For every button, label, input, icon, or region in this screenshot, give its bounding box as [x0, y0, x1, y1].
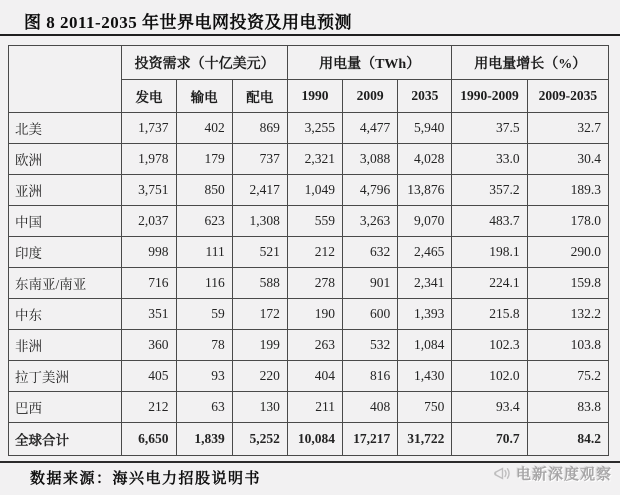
value-cell: 816: [343, 361, 398, 392]
group-header-growth: 用电量增长（%）: [452, 46, 609, 80]
forecast-table: [8, 45, 609, 456]
watermark-label: 电新深度观察: [515, 467, 612, 483]
value-cell: 211: [287, 392, 342, 423]
region-cell: 印度: [9, 237, 122, 268]
region-cell: 亚洲: [9, 175, 122, 206]
table-header-group-row: [9, 46, 609, 80]
value-cell: 278: [287, 268, 342, 299]
value-cell: 84.2: [527, 423, 608, 456]
value-cell: 30.4: [527, 144, 608, 175]
value-cell: 716: [122, 268, 176, 299]
value-cell: 1,978: [122, 144, 176, 175]
value-cell: 3,255: [287, 113, 342, 144]
value-cell: 405: [122, 361, 176, 392]
col-header-transmission: 输电: [176, 80, 232, 113]
value-cell: 2,321: [287, 144, 342, 175]
table-row-total: [9, 423, 609, 456]
value-cell: 263: [287, 330, 342, 361]
value-cell: 632: [343, 237, 398, 268]
value-cell: 750: [398, 392, 452, 423]
value-cell: 178.0: [527, 206, 608, 237]
value-cell: 998: [122, 237, 176, 268]
col-header-2035: 2035: [398, 80, 452, 113]
value-cell: 9,070: [398, 206, 452, 237]
value-cell: 159.8: [527, 268, 608, 299]
region-cell: 拉丁美洲: [9, 361, 122, 392]
value-cell: 6,650: [122, 423, 176, 456]
col-header-2009: 2009: [343, 80, 398, 113]
value-cell: 130: [232, 392, 287, 423]
value-cell: 290.0: [527, 237, 608, 268]
figure-title: 图 8 2011-2035 年世界电网投资及用电预测: [24, 13, 352, 32]
value-cell: 111: [176, 237, 232, 268]
value-cell: 215.8: [452, 299, 527, 330]
value-cell: 5,940: [398, 113, 452, 144]
value-cell: 32.7: [527, 113, 608, 144]
corner-cell: [9, 46, 122, 113]
value-cell: 212: [122, 392, 176, 423]
value-cell: 4,028: [398, 144, 452, 175]
table-row: [9, 299, 609, 330]
group-header-consumption: 用电量（TWh）: [287, 46, 452, 80]
table-row: [9, 206, 609, 237]
value-cell: 2,341: [398, 268, 452, 299]
value-cell: 31,722: [398, 423, 452, 456]
value-cell: 1,839: [176, 423, 232, 456]
value-cell: 408: [343, 392, 398, 423]
value-cell: 351: [122, 299, 176, 330]
col-header-1990: 1990: [287, 80, 342, 113]
value-cell: 172: [232, 299, 287, 330]
region-cell: 东南亚/南亚: [9, 268, 122, 299]
value-cell: 179: [176, 144, 232, 175]
data-source-note: 数据来源：海兴电力招股说明书: [30, 471, 262, 487]
region-cell: 中国: [9, 206, 122, 237]
value-cell: 357.2: [452, 175, 527, 206]
value-cell: 17,217: [343, 423, 398, 456]
value-cell: 360: [122, 330, 176, 361]
table-row: [9, 113, 609, 144]
table-row: [9, 330, 609, 361]
value-cell: 850: [176, 175, 232, 206]
col-header-1990-2009: 1990-2009: [452, 80, 527, 113]
value-cell: 404: [287, 361, 342, 392]
col-header-distribution: 配电: [232, 80, 287, 113]
col-header-generation: 发电: [122, 80, 176, 113]
value-cell: 1,084: [398, 330, 452, 361]
value-cell: 190: [287, 299, 342, 330]
region-cell: 巴西: [9, 392, 122, 423]
value-cell: 402: [176, 113, 232, 144]
megaphone-icon: [492, 465, 512, 483]
value-cell: 75.2: [527, 361, 608, 392]
value-cell: 102.3: [452, 330, 527, 361]
table-body: [9, 113, 609, 456]
value-cell: 2,037: [122, 206, 176, 237]
table-row: [9, 144, 609, 175]
value-cell: 10,084: [287, 423, 342, 456]
value-cell: 2,465: [398, 237, 452, 268]
value-cell: 901: [343, 268, 398, 299]
title-divider: [0, 34, 620, 36]
value-cell: 521: [232, 237, 287, 268]
value-cell: 532: [343, 330, 398, 361]
value-cell: 13,876: [398, 175, 452, 206]
region-cell: 北美: [9, 113, 122, 144]
value-cell: 59: [176, 299, 232, 330]
value-cell: 70.7: [452, 423, 527, 456]
value-cell: 1,737: [122, 113, 176, 144]
table-row: [9, 361, 609, 392]
table-row: [9, 392, 609, 423]
region-cell: 非洲: [9, 330, 122, 361]
table-row: [9, 268, 609, 299]
value-cell: 1,393: [398, 299, 452, 330]
value-cell: 3,088: [343, 144, 398, 175]
value-cell: 83.8: [527, 392, 608, 423]
region-cell: 中东: [9, 299, 122, 330]
col-header-2009-2035: 2009-2035: [527, 80, 608, 113]
value-cell: 623: [176, 206, 232, 237]
value-cell: 220: [232, 361, 287, 392]
region-cell: 全球合计: [9, 423, 122, 456]
table-row: [9, 175, 609, 206]
value-cell: 132.2: [527, 299, 608, 330]
value-cell: 600: [343, 299, 398, 330]
value-cell: 93.4: [452, 392, 527, 423]
region-cell: 欧洲: [9, 144, 122, 175]
value-cell: 1,308: [232, 206, 287, 237]
value-cell: 588: [232, 268, 287, 299]
value-cell: 103.8: [527, 330, 608, 361]
value-cell: 212: [287, 237, 342, 268]
value-cell: 37.5: [452, 113, 527, 144]
value-cell: 189.3: [527, 175, 608, 206]
value-cell: 559: [287, 206, 342, 237]
value-cell: 33.0: [452, 144, 527, 175]
value-cell: 78: [176, 330, 232, 361]
value-cell: 2,417: [232, 175, 287, 206]
value-cell: 116: [176, 268, 232, 299]
value-cell: 93: [176, 361, 232, 392]
value-cell: 199: [232, 330, 287, 361]
value-cell: 483.7: [452, 206, 527, 237]
value-cell: 63: [176, 392, 232, 423]
value-cell: 1,430: [398, 361, 452, 392]
group-header-investment: 投资需求（十亿美元）: [122, 46, 288, 80]
value-cell: 869: [232, 113, 287, 144]
value-cell: 102.0: [452, 361, 527, 392]
table-row: [9, 237, 609, 268]
value-cell: 5,252: [232, 423, 287, 456]
publisher-watermark: [492, 463, 612, 484]
value-cell: 4,796: [343, 175, 398, 206]
value-cell: 198.1: [452, 237, 527, 268]
value-cell: 3,263: [343, 206, 398, 237]
value-cell: 224.1: [452, 268, 527, 299]
value-cell: 1,049: [287, 175, 342, 206]
value-cell: 4,477: [343, 113, 398, 144]
value-cell: 3,751: [122, 175, 176, 206]
value-cell: 737: [232, 144, 287, 175]
